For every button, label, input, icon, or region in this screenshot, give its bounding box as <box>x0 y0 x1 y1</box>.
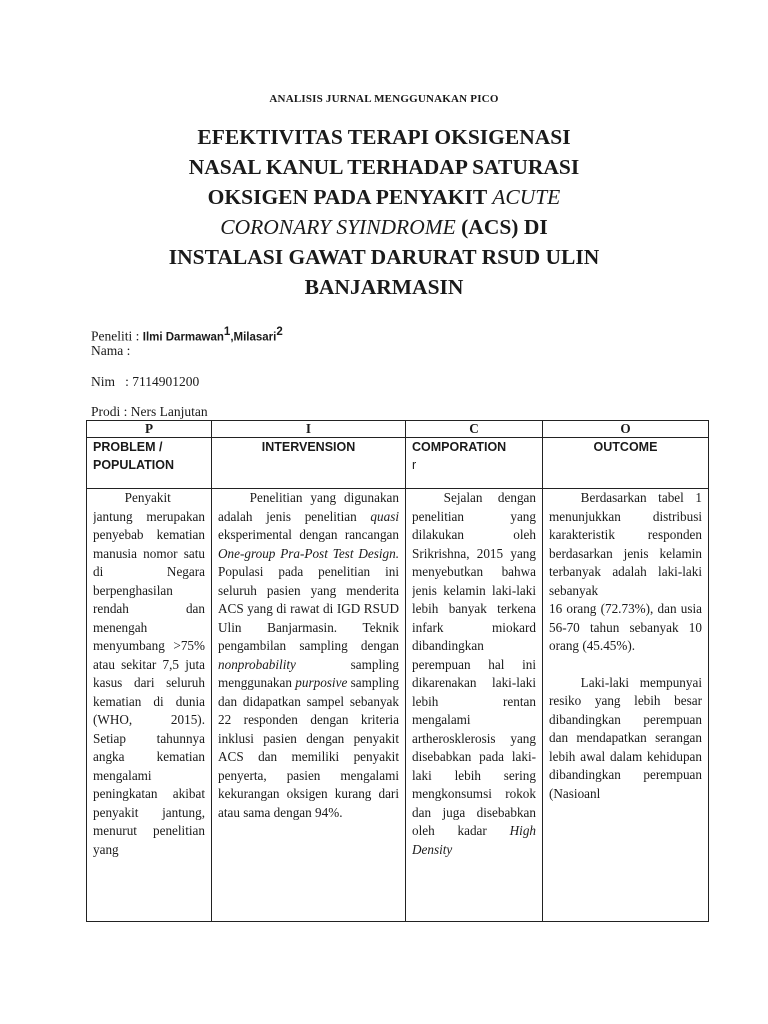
document-title <box>130 122 638 302</box>
text-run-italic: High Density <box>412 823 536 857</box>
researcher-name-1: Ilmi Darmawan <box>142 331 224 344</box>
text-run: sampling menggunakan <box>218 656 399 690</box>
nim-line <box>91 374 199 390</box>
nim-label: Nim <box>91 374 116 389</box>
title-line <box>130 182 638 212</box>
header-line: PROBLEM / <box>93 440 163 454</box>
text-run: Populasi pada penelitian ini seluruh pasien yang menderita ACS yang di rawat di IGD RSUD Ulin Banjarmasin. Teknik pengambilan sampling dengan <box>218 564 399 653</box>
title-line: INSTALASI GAWAT DARURAT RSUD ULIN <box>168 245 600 269</box>
outcome-paragraph: Berdasarkan tabel 1 menunjukkan distribusi karakteristik responden berdasarkan jenis kelamin terbanyak adalah laki-laki sebanyak <box>549 490 702 598</box>
title-line: EFEKTIVITAS TERAPI OKSIGENASI <box>197 125 571 149</box>
letter-i: I <box>212 421 406 438</box>
letter-c: C <box>406 421 543 438</box>
header-line: r <box>412 458 417 472</box>
nim-value: : 7114901200 <box>115 374 200 389</box>
header-comporation <box>406 438 543 489</box>
paragraph-spacer <box>549 656 702 674</box>
prodi-line: Prodi : Ners Lanjutan <box>91 404 208 419</box>
intervention-text <box>218 489 399 822</box>
header-line: POPULATION <box>93 458 175 472</box>
title-line: BANJARMASIN <box>304 275 464 299</box>
researcher-sup-2: 2 <box>276 326 283 338</box>
text-run-italic: One-group Pra-Post Test Design. <box>218 545 399 561</box>
header-intervension: INTERVENSION <box>212 438 406 489</box>
letter-o: O <box>543 421 709 438</box>
outcome-paragraph: Laki-laki mempunyai resiko yang lebih besar dibandingkan perempuan dan mendapatkan serangan lebih awal dalam kehidupan dibandingkan perempuan (Nasioanl <box>549 674 702 801</box>
header-problem-population <box>87 438 212 489</box>
header-line: COMPORATION <box>412 440 507 454</box>
title-line <box>130 212 638 242</box>
text-run-italic: quasi <box>370 508 399 524</box>
text-run-italic: nonprobability <box>218 656 296 672</box>
pico-content-row <box>87 489 709 922</box>
outcome-text <box>549 489 702 803</box>
title-fragment-italic: ACUTE <box>492 185 561 209</box>
pico-header-row <box>87 438 709 489</box>
text-run: Penelitian yang digunakan adalah jenis penelitian <box>218 490 399 524</box>
text-run: eksperimental dengan rancangan <box>218 527 399 542</box>
text-run: sampling dan didapatkan sampel sebanyak 22 responden dengan kriteria inklusi pasien dengan penyakit ACS dan memiliki penyakit penyerta, pasien mengalami kekurangan oksigen kurang dari atau sama dengan 94%. <box>218 675 399 820</box>
problem-text: Penyakit jantung merupakan penyebab kematian manusia nomor satu di Negara berpenghasilan rendah dan menengah menyumbang >75% atau sekitar 7,5 juta kasus dari seluruh kematian di dunia (WHO, 2015). Setiap tahunnya angka kematian mengalami peningkatan akibat penyakit jantung, menurut penelitian yang <box>93 490 205 857</box>
researcher-name-2: ,Milasari <box>230 331 277 344</box>
intervention-cell <box>212 489 406 922</box>
outcome-paragraph: 16 orang (72.73%), dan usia 56-70 tahun sebanyak 10 orang (45.45%). <box>549 601 702 653</box>
pico-table <box>86 420 709 922</box>
researcher-label: Peneliti : <box>91 328 143 344</box>
comparison-cell <box>406 489 543 922</box>
name-line: Nama : <box>91 343 131 358</box>
title-fragment: OKSIGEN PADA PENYAKIT <box>207 185 493 209</box>
document-kicker: ANALISIS JURNAL MENGGUNAKAN PICO <box>269 93 499 105</box>
title-line: NASAL KANUL TERHADAP SATURASI <box>188 155 580 179</box>
title-fragment-italic: CORONARY SYINDROME <box>220 215 456 239</box>
text-run-italic: purposive <box>295 675 348 690</box>
text-run: Sejalan dengan penelitian yang dilakukan oleh Srikrishna, 2015 yang menyebutkan bahwa jenis kelamin laki-laki lebih banyak terkena infark miokard dibandingkan perempuan hal ini dikarenakan laki-laki lebih rentan mengalami artherosklerosis yang disebabkan pada laki-laki lebih sering mengkonsumsi rokok dan juga disebabkan oleh kadar <box>412 490 536 838</box>
outcome-cell <box>543 489 709 922</box>
letter-p: P <box>87 421 212 438</box>
header-outcome: OUTCOME <box>543 438 709 489</box>
pico-letter-row <box>87 421 709 438</box>
comparison-text <box>412 489 536 859</box>
title-fragment: (ACS) DI <box>455 215 548 239</box>
researcher-sup-1: 1 <box>223 326 231 338</box>
problem-cell <box>87 489 212 922</box>
